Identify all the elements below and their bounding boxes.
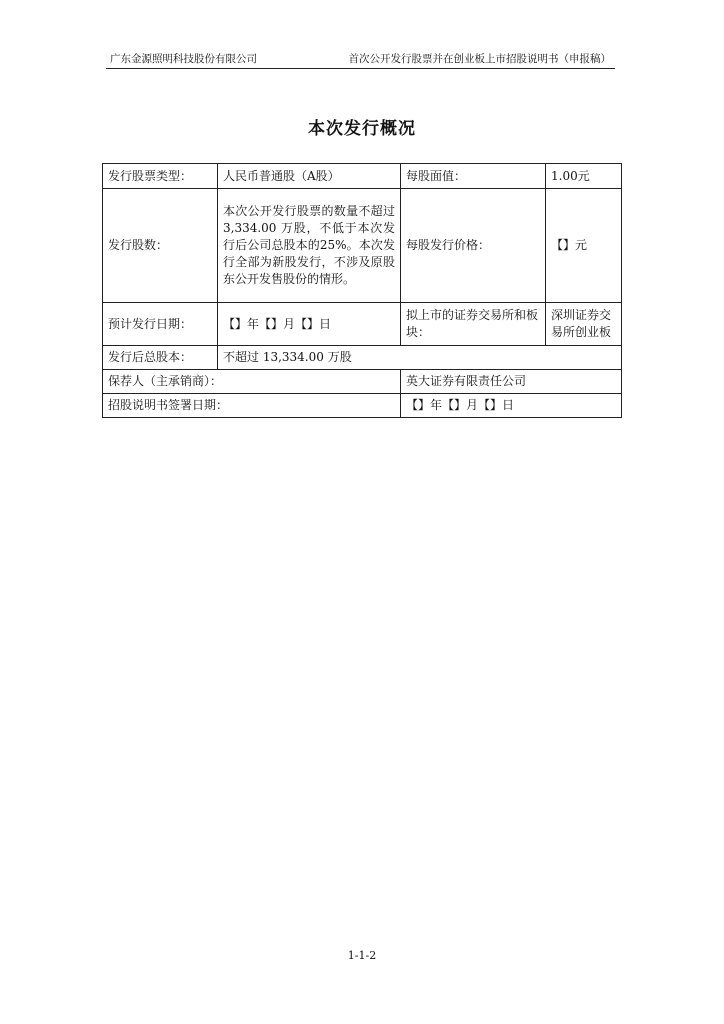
exchange-label: 拟上市的证券交易所和板块：: [401, 303, 546, 346]
page-number: 1-1-2: [347, 949, 377, 962]
date-value: 【】年【】月【】日: [218, 303, 401, 346]
table-row: [103, 346, 622, 370]
offering-overview-table: [102, 163, 622, 418]
par-value-value: 1.00元: [546, 164, 622, 189]
sponsor-value: 英大证券有限责任公司: [401, 370, 622, 394]
sponsor-label: 保荐人（主承销商）：: [103, 370, 401, 394]
stock-type-label: 发行股票类型：: [103, 164, 218, 189]
date-label: 预计发行日期：: [103, 303, 218, 346]
header-document-title: 首次公开发行股票并在创业板上市招股说明书（申报稿）: [348, 53, 611, 65]
price-value: 【】元: [546, 189, 622, 303]
total-shares-label: 发行后总股本：: [103, 346, 218, 370]
page-title: 本次发行概况: [308, 119, 416, 139]
total-shares-value: 不超过 13,334.00 万股: [218, 346, 622, 370]
table-row: [103, 189, 622, 303]
sign-date-value: 【】年【】月【】日: [401, 394, 622, 418]
table-row: [103, 394, 622, 418]
stock-type-value: 人民币普通股（A股）: [218, 164, 401, 189]
shares-value: 本次公开发行股票的数量不超过 3,334.00 万股，不低于本次发行后公司总股本的25%。本次发行全部为新股发行，不涉及原股东公开发售股份的情形。: [218, 189, 401, 303]
page-header: [106, 50, 615, 69]
header-company: 广东金源照明科技股份有限公司: [110, 53, 257, 65]
par-value-label: 每股面值：: [401, 164, 546, 189]
table-row: [103, 164, 622, 189]
table-row: [103, 303, 622, 346]
price-label: 每股发行价格：: [401, 189, 546, 303]
sign-date-label: 招股说明书签署日期：: [103, 394, 401, 418]
shares-label: 发行股数：: [103, 189, 218, 303]
table-row: [103, 370, 622, 394]
exchange-value: 深圳证券交易所创业板: [546, 303, 622, 346]
